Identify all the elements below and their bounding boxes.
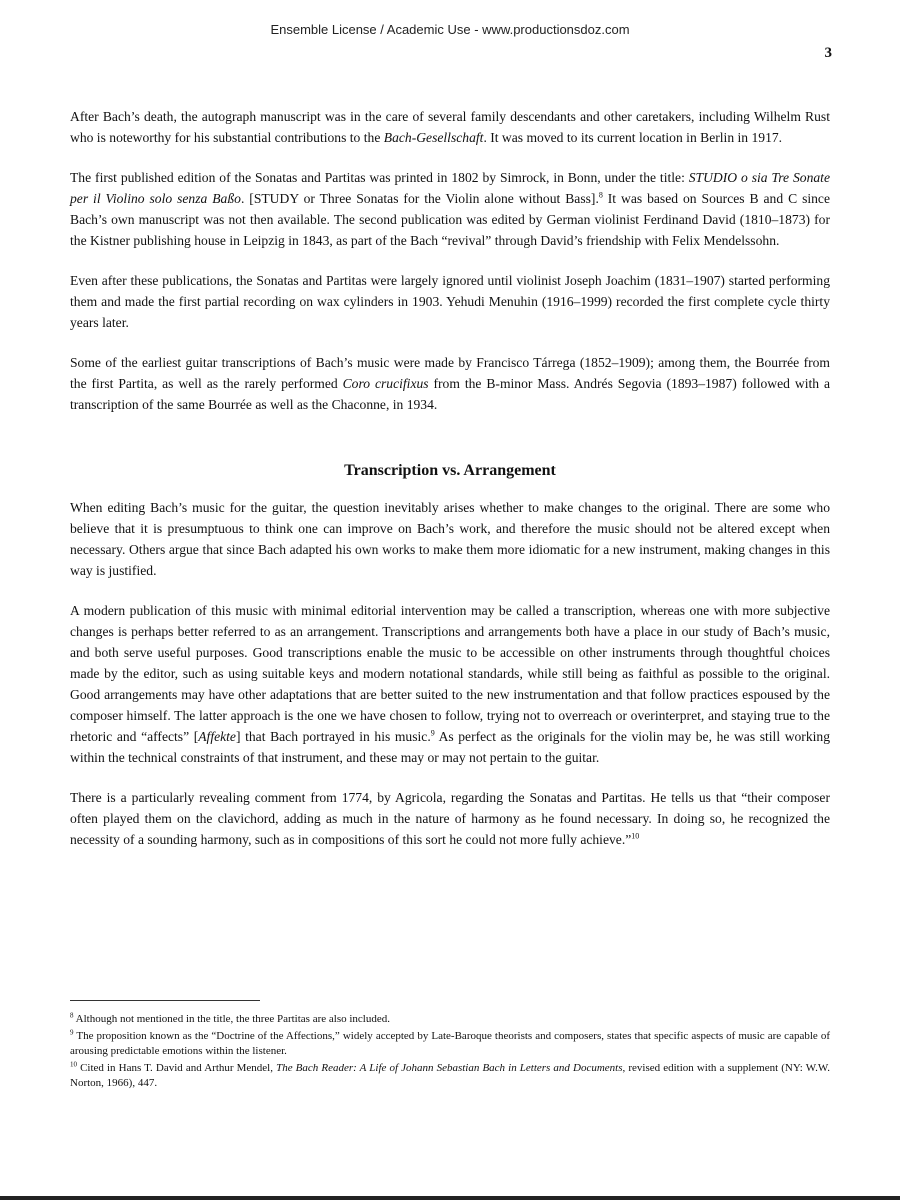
footnote-10: $^{10}$ Cited in Hans T. David and Arthur Mendel, The Bach Reader: A Life of Johann Sebastian Bach in Letters and Documents, revised edition with a supplement (NY: W.W. Norton, 1966), 447. [70,1060,830,1089]
footnote-number: 10 [70,1060,77,1069]
footnote-8: $^8$ Although not mentioned in the title, the three Partitas are also included. [70,1011,390,1025]
italic-title: Coro crucifixus [342,376,429,391]
italic-title: Bach-Gesellschaft [383,130,484,145]
section-heading: Transcription vs. Arrangement [344,462,556,479]
paragraph-manuscript-history: After Bach’s death, the autograph manuscript was in the care of several family descendants and other caretakers, including Wilhelm Rust who is noteworthy for his substantial contributions to the Bach-Gesellschaft. It was moved to its current location in Berlin in 1917. [70,109,830,145]
footnote-ref-8[interactable]: 8 [598,190,603,200]
paragraph-editing-question: When editing Bach’s music for the guitar, the question inevitably arises whether to make changes to the original. There are some who believe that it is presumptuous to think one can improve on Bach’s work, and therefore the music should not be altered except when necessary. Others argue that since Bach adapted his own works to make them more idiomatic for a new instrument, making changes in this way is justified. [70,500,830,578]
footnotes [70,1012,830,1093]
italic-title: The Bach Reader: A Life of Johann Sebastian Bach in Letters and Documents [276,1062,623,1074]
paragraph-joachim: Even after these publications, the Sonatas and Partitas were largely ignored until violinist Joseph Joachim (1831–1907) started performing them and made the first partial recording on wax cylinders in 1903. Yehudi Menuhin (1916–1999) recorded the first complete cycle thirty years later. [70,273,830,330]
paragraph-guitar-transcriptions: Some of the earliest guitar transcriptions of Bach’s music were made by Francisco Tárrega (1852–1909); among them, the Bourrée from the first Partita, as well as the rarely performed Coro crucifixus from the B-minor Mass. Andrés Segovia (1893–1987) followed with a transcription of the same Bourrée as well as the Chaconne, in 1934. [70,355,830,412]
paragraph-first-edition: The first published edition of the Sonatas and Partitas was printed in 1802 by Simrock, in Bonn, under the title: STUDIO o sia Tre Sonate per il Violino solo senza Baßo. [STUDY or Three Sonatas for the Violin alone without Bass].$^8$ It was based on Sources B and C since Bach’s own manuscript was not then available. The second publication was edited by German violinist Ferdinand David (1810–1873) for the Kistner publishing house in Leipzig in 1843, as part of the Bach “revival” through David’s friendship with Felix Mendelssohn. [70,170,831,248]
page-bottom-border [0,1196,900,1200]
italic-term: Affekte [198,729,236,744]
footnote-9: $^9$ The proposition known as the “Doctrine of the Affections,” widely accepted by Late-Baroque theorists and composers, states that specific aspects of music are capable of arousing predictable emotions within the listener. [70,1028,830,1057]
paragraph-transcription-definition: A modern publication of this music with minimal editorial intervention may be called a transcription, whereas one with more subjective changes is perhaps better referred to as an arrangement. Transcriptions and arrangements both have a place in our study of Bach’s music, and both serve useful purposes. Good transcriptions enable the music to be accessible on other instruments through thoughtful choices made by the editor, such as using suitable keys and modern notational standards, while still being as faithful as possible to the original. Good arrangements may have other adaptations that are better suited to the new instrumentation and that follow practices espoused by the composer himself. The latter approach is the one we have chosen to follow, trying not to overreach or overinterpret, and staying true to the rhetoric and “affects” [Affekte] that Bach portrayed in his music.$^9$ As perfect as the originals for the violin may be, he was still working within the technical constraints of that instrument, and these may or may not pertain to the guitar. [70,603,831,765]
page-number: 3 [824,45,832,61]
paragraph-agricola: There is a particularly revealing comment from 1774, by Agricola, regarding the Sonatas and Partitas. He tells us that “their composer often played them on the clavichord, adding as much in the nature of harmony as he found necessary. In doing so, he recognized the necessity of a sounding harmony, such as in compositions of this sort he could not more fully achieve.”$^{10}$ [70,790,830,847]
main-text [70,106,830,850]
license-header: Ensemble License / Academic Use - www.productionsdoz.com [270,22,630,37]
footnote-number: 8 [70,1011,74,1020]
footnote-ref-9[interactable]: 9 [430,728,435,738]
footnote-ref-10[interactable]: 10 [631,831,640,841]
footnote-divider [70,1000,260,1001]
footnote-number: 9 [70,1028,74,1037]
italic-title: STUDIO o sia Tre Sonate per il Violino solo senza Baßo [70,170,830,206]
